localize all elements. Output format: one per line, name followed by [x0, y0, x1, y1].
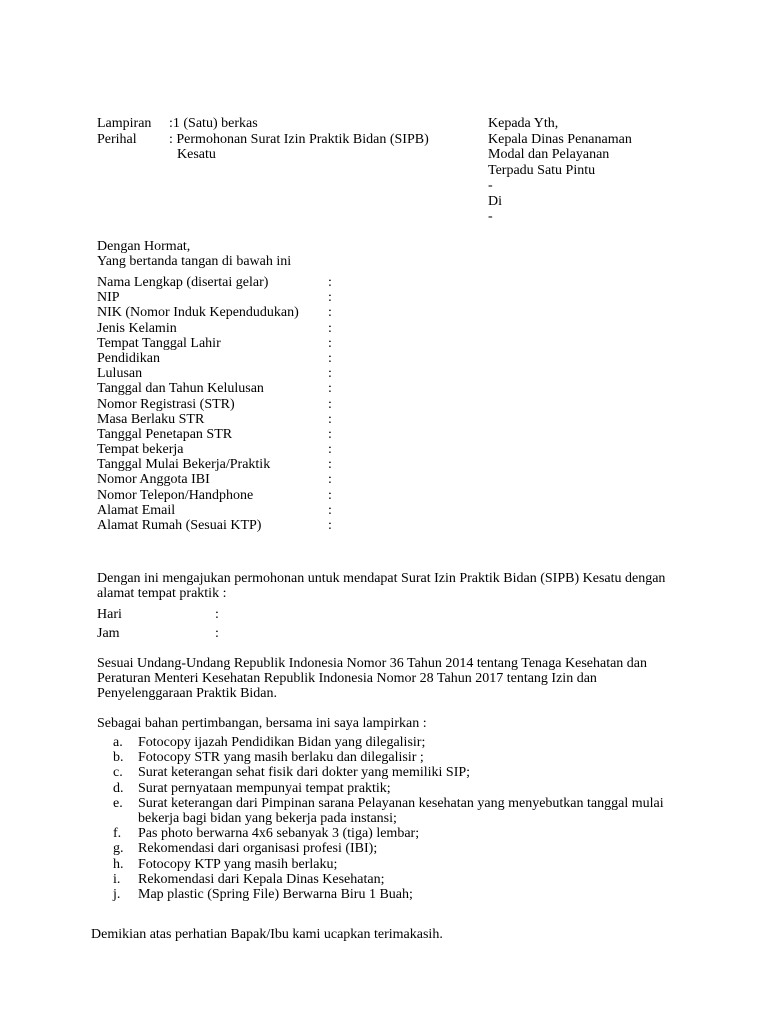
field-row [97, 290, 347, 305]
field-row [97, 442, 347, 457]
field-label: Alamat Rumah (Sesuai KTP) [97, 518, 262, 533]
attachments-intro: Sebagai bahan pertimbangan, bersama ini saya lampirkan : [97, 716, 427, 731]
attachment-item [97, 796, 698, 826]
field-colon: : [328, 350, 332, 366]
field-row [97, 518, 347, 533]
perihal-value-continuation: Kesatu [177, 147, 216, 162]
field-colon: : [328, 487, 332, 503]
field-row [97, 457, 347, 472]
field-label: Masa Berlaku STR [97, 411, 205, 427]
attachment-marker: i. [113, 871, 121, 887]
attachment-item [97, 765, 698, 780]
perihal-row [97, 132, 429, 148]
field-label: Alamat Email [97, 502, 176, 518]
field-row [97, 503, 347, 518]
attachment-marker: a. [113, 735, 123, 750]
attachment-marker: b. [113, 750, 124, 766]
field-label: Nama Lengkap (disertai gelar) [97, 275, 269, 290]
field-colon: : [328, 366, 332, 382]
recipient-line: Terpadu Satu Pintu [488, 162, 596, 178]
recipient-line: - [488, 178, 493, 193]
schedule-label: Hari [97, 607, 122, 622]
attachment-marker: c. [113, 765, 123, 781]
attachment-marker: f. [113, 826, 122, 842]
attachment-text: Map plastic (Spring File) Berwarna Biru 1 Buah; [138, 887, 413, 903]
field-colon: : [328, 290, 332, 306]
recipient-line: - [488, 209, 493, 224]
lampiran-label: Lampiran [97, 116, 152, 131]
field-row [97, 305, 347, 320]
recipient-line: Kepada Yth, [488, 116, 559, 131]
field-row [97, 366, 347, 381]
attachment-text: Surat pernyataan mempunyai tempat praktik; [138, 780, 391, 796]
perihal-continuation-row [97, 147, 429, 163]
attachment-text: Fotocopy KTP yang masih berlaku; [138, 856, 338, 872]
applicant-fields [97, 275, 347, 533]
field-row [97, 472, 347, 487]
attachment-item [97, 872, 698, 887]
schedule-row-hari [97, 607, 297, 626]
field-label: Jenis Kelamin [97, 320, 177, 336]
intro-line: Yang bertanda tangan di bawah ini [97, 254, 292, 269]
recipient-line: Di [488, 193, 502, 209]
letter-meta [97, 116, 429, 163]
field-colon: : [328, 396, 332, 412]
attachment-marker: h. [113, 856, 124, 872]
attachment-item [97, 857, 698, 872]
attachment-item [97, 826, 698, 841]
request-text: Dengan ini mengajukan permohonan untuk mendapat Surat Izin Praktik Bidan (SIPB) Kesatu dengan alamat tempat praktik : [97, 571, 666, 602]
field-row [97, 381, 347, 396]
attachment-marker: e. [113, 795, 123, 811]
schedule-colon: : [215, 626, 219, 641]
field-label: Tanggal Penetapan STR [97, 426, 233, 442]
attachments-list [97, 735, 698, 902]
field-row [97, 397, 347, 412]
field-colon: : [328, 457, 332, 473]
field-colon: : [328, 320, 332, 336]
closing-line: Demikian atas perhatian Bapak/Ibu kami ucapkan terimakasih. [91, 927, 443, 942]
field-colon: : [328, 335, 332, 351]
schedule-colon: : [215, 607, 219, 622]
legal-paragraph [97, 656, 682, 702]
lampiran-value: :1 (Satu) berkas [169, 116, 258, 131]
field-row [97, 488, 347, 503]
field-colon: : [328, 472, 332, 488]
field-colon: : [328, 442, 332, 458]
attachment-text: Surat keterangan sehat fisik dari dokter yang memiliki SIP; [138, 765, 471, 781]
field-colon: : [328, 518, 332, 533]
attachment-item [97, 781, 698, 796]
field-label: Tanggal dan Tahun Kelulusan [97, 381, 264, 397]
field-row [97, 427, 347, 442]
attachment-text: Pas photo berwarna 4x6 sebanyak 3 (tiga) lembar; [138, 826, 420, 842]
field-colon: : [328, 426, 332, 442]
field-row [97, 336, 347, 351]
attachment-item [97, 887, 698, 902]
greeting: Dengan Hormat, [97, 239, 191, 254]
perihal-value: : Permohonan Surat Izin Praktik Bidan (SIPB) [169, 131, 429, 147]
field-label: Tanggal Mulai Bekerja/Praktik [97, 457, 271, 473]
schedule-row-jam [97, 626, 297, 645]
attachment-marker: d. [113, 780, 124, 796]
field-colon: : [328, 411, 332, 427]
field-label: Lulusan [97, 366, 143, 382]
recipient-block [488, 116, 632, 225]
attachment-text: Surat keterangan dari Pimpinan sarana Pelayanan kesehatan yang menyebutkan tanggal mulai bekerja bagi bidan yang bekerja pada instansi; [138, 795, 664, 827]
lampiran-row [97, 116, 429, 132]
attachment-text: Fotocopy ijazah Pendidikan Bidan yang dilegalisir; [138, 735, 426, 750]
legal-text: Sesuai Undang-Undang Republik Indonesia Nomor 36 Tahun 2014 tentang Tenaga Kesehatan dan Peraturan Menteri Kesehatan Republik Indonesia Nomor 28 Tahun 2017 tentang Izin dan Penyelenggaraan Praktik Bidan. [97, 656, 648, 702]
attachment-item [97, 750, 698, 765]
field-row [97, 351, 347, 366]
request-paragraph [97, 571, 677, 601]
field-label: Nomor Telepon/Handphone [97, 487, 254, 503]
recipient-line: Kepala Dinas Penanaman [488, 131, 632, 147]
attachment-text: Rekomendasi dari Kepala Dinas Kesehatan; [138, 871, 385, 887]
field-label: NIK (Nomor Induk Kependudukan) [97, 305, 299, 321]
field-label: Nomor Registrasi (STR) [97, 396, 235, 412]
field-label: Pendidikan [97, 350, 160, 366]
attachment-text: Fotocopy STR yang masih berlaku dan dilegalisir ; [138, 750, 424, 766]
attachment-marker: j. [113, 887, 121, 903]
schedule-block [97, 607, 297, 645]
attachment-item [97, 841, 698, 856]
field-label: Tempat bekerja [97, 442, 184, 458]
field-label: Tempat Tanggal Lahir [97, 335, 221, 351]
perihal-label: Perihal [97, 131, 137, 147]
field-row [97, 412, 347, 427]
recipient-line: Modal dan Pelayanan [488, 147, 610, 162]
schedule-label: Jam [97, 626, 120, 641]
field-row [97, 321, 347, 336]
attachment-marker: g. [113, 841, 124, 857]
field-colon: : [328, 502, 332, 518]
field-label: Nomor Anggota IBI [97, 472, 210, 488]
attachment-text: Rekomendasi dari organisasi profesi (IBI); [138, 841, 378, 857]
field-colon: : [328, 275, 332, 290]
field-row [97, 275, 347, 290]
field-colon: : [328, 381, 332, 397]
attachment-item [97, 735, 698, 750]
field-label: NIP [97, 290, 120, 306]
field-colon: : [328, 305, 332, 321]
